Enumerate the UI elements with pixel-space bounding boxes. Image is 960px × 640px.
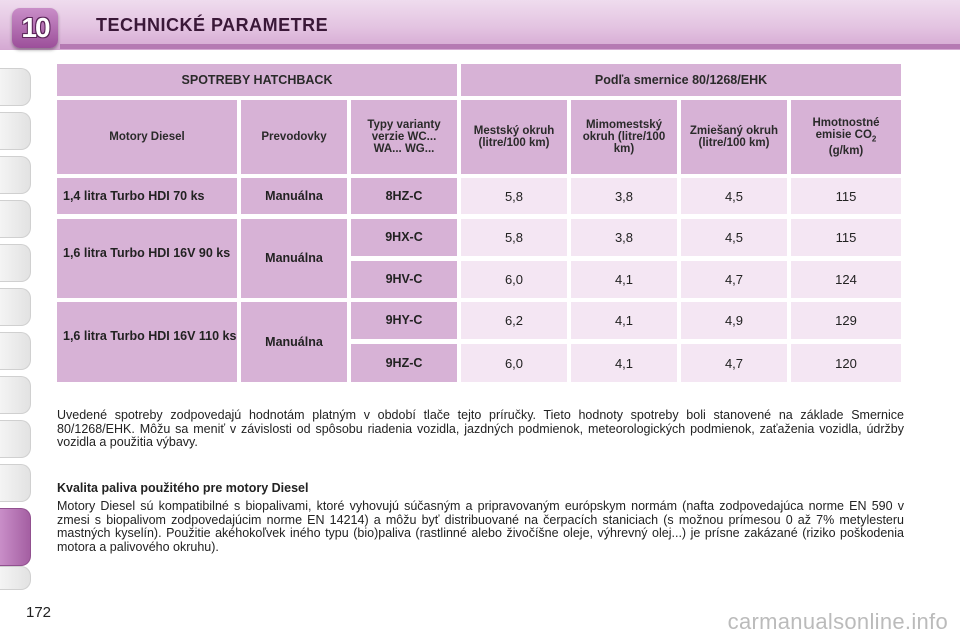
page-title: TECHNICKÉ PARAMETRE [96, 15, 329, 35]
fuel-section-body: Motory Diesel sú kompatibilné s biopalivami, ktoré vyhovujú súčasným a pripravovaným európskym normám (nafta zodpovedajúca norme EN 590 v zmesi s biopalivom zodpovedajúcim norme EN 14214) a môžu byť distribuované na čerpacích staniciach (s možnou prímesou 0 až 7% metylesteru mastných kyselín). Použitie akéhokoľvek iného typu (bio)paliva (rastlinné alebo živočíšne oleje, výhrevný olej...) je prísne zakázané (riziko poškodenia motora a palivového okruhu). [57, 499, 904, 554]
table-title-left: SPOTREBY HATCHBACK [57, 64, 457, 96]
urban-value: 6,0 [461, 344, 567, 382]
co2-value: 124 [791, 261, 901, 298]
extra-urban-value: 4,1 [571, 261, 677, 298]
side-tab[interactable] [0, 156, 31, 194]
urban-value: 6,0 [461, 261, 567, 298]
watermark: carmanualsonline.info [727, 609, 948, 634]
co2-label: Hmotnostné emisie CO [812, 116, 880, 141]
side-tab[interactable] [0, 244, 31, 282]
extra-urban-value: 4,1 [571, 344, 677, 382]
variant-code: 9HV-C [351, 261, 457, 298]
variant-code: 8HZ-C [351, 178, 457, 214]
extra-urban-value: 3,8 [571, 219, 677, 256]
combined-value: 4,7 [681, 344, 787, 382]
co2-value: 129 [791, 302, 901, 339]
combined-value: 4,9 [681, 302, 787, 339]
col-header-combined: Zmiešaný okruh (litre/100 km) [681, 100, 787, 174]
combined-value: 4,5 [681, 178, 787, 214]
side-tab[interactable] [0, 420, 31, 458]
urban-value: 5,8 [461, 219, 567, 256]
combined-value: 4,5 [681, 219, 787, 256]
variant-code: 9HZ-C [351, 344, 457, 382]
table-title-right: Podľa smernice 80/1268/EHK [461, 64, 901, 96]
engine-label: 1,4 litra Turbo HDI 70 ks [57, 178, 237, 214]
side-tab-active[interactable] [0, 508, 31, 566]
side-tab[interactable] [0, 200, 31, 238]
side-tab[interactable] [0, 288, 31, 326]
chapter-badge: 10 [12, 8, 58, 48]
col-header-extra-urban: Mimomestský okruh (litre/100 km) [571, 100, 677, 174]
extra-urban-value: 3,8 [571, 178, 677, 214]
transmission-label: Manuálna [241, 178, 347, 214]
side-tab[interactable] [0, 112, 31, 150]
variant-code: 9HX-C [351, 219, 457, 256]
col-header-co2 [791, 100, 901, 174]
combined-value: 4,7 [681, 261, 787, 298]
header-divider [60, 44, 960, 49]
col-header-variant: Typy varianty verzie WC... WA... WG... [351, 100, 457, 174]
transmission-label: Manuálna [241, 302, 347, 382]
side-tab[interactable] [0, 464, 31, 502]
engine-label: 1,6 litra Turbo HDI 16V 110 ks [57, 302, 237, 382]
col-header-transmission: Prevodovky [241, 100, 347, 174]
variant-code: 9HY-C [351, 302, 457, 339]
side-tab[interactable] [0, 332, 31, 370]
col-header-engine: Motory Diesel [57, 100, 237, 174]
transmission-label: Manuálna [241, 219, 347, 298]
consumption-note: Uvedené spotreby zodpovedajú hodnotám platným v období tlače tejto príručky. Tieto hodnoty spotreby boli stanovené na základe Smernice 80/1268/EHK. Môžu sa meniť v závislosti od spôsobu riadenia vozidla, jazdných podmienok, meteorologických podmienok, zaťaženia vozidla, údržby vozidla a použitia výbavy. [57, 408, 904, 449]
side-tab[interactable] [0, 566, 31, 590]
co2-value: 120 [791, 344, 901, 382]
side-tab[interactable] [0, 376, 31, 414]
fuel-section-title: Kvalita paliva použitého pre motory Diesel [57, 481, 309, 495]
co2-unit: (g/km) [828, 145, 864, 158]
extra-urban-value: 4,1 [571, 302, 677, 339]
page-number: 172 [26, 604, 52, 621]
co2-subscript: 2 [871, 134, 877, 144]
urban-value: 6,2 [461, 302, 567, 339]
urban-value: 5,8 [461, 178, 567, 214]
col-header-urban: Mestský okruh (litre/100 km) [461, 100, 567, 174]
co2-value: 115 [791, 178, 901, 214]
side-tab[interactable] [0, 68, 31, 106]
co2-value: 115 [791, 219, 901, 256]
engine-label: 1,6 litra Turbo HDI 16V 90 ks [57, 219, 237, 298]
